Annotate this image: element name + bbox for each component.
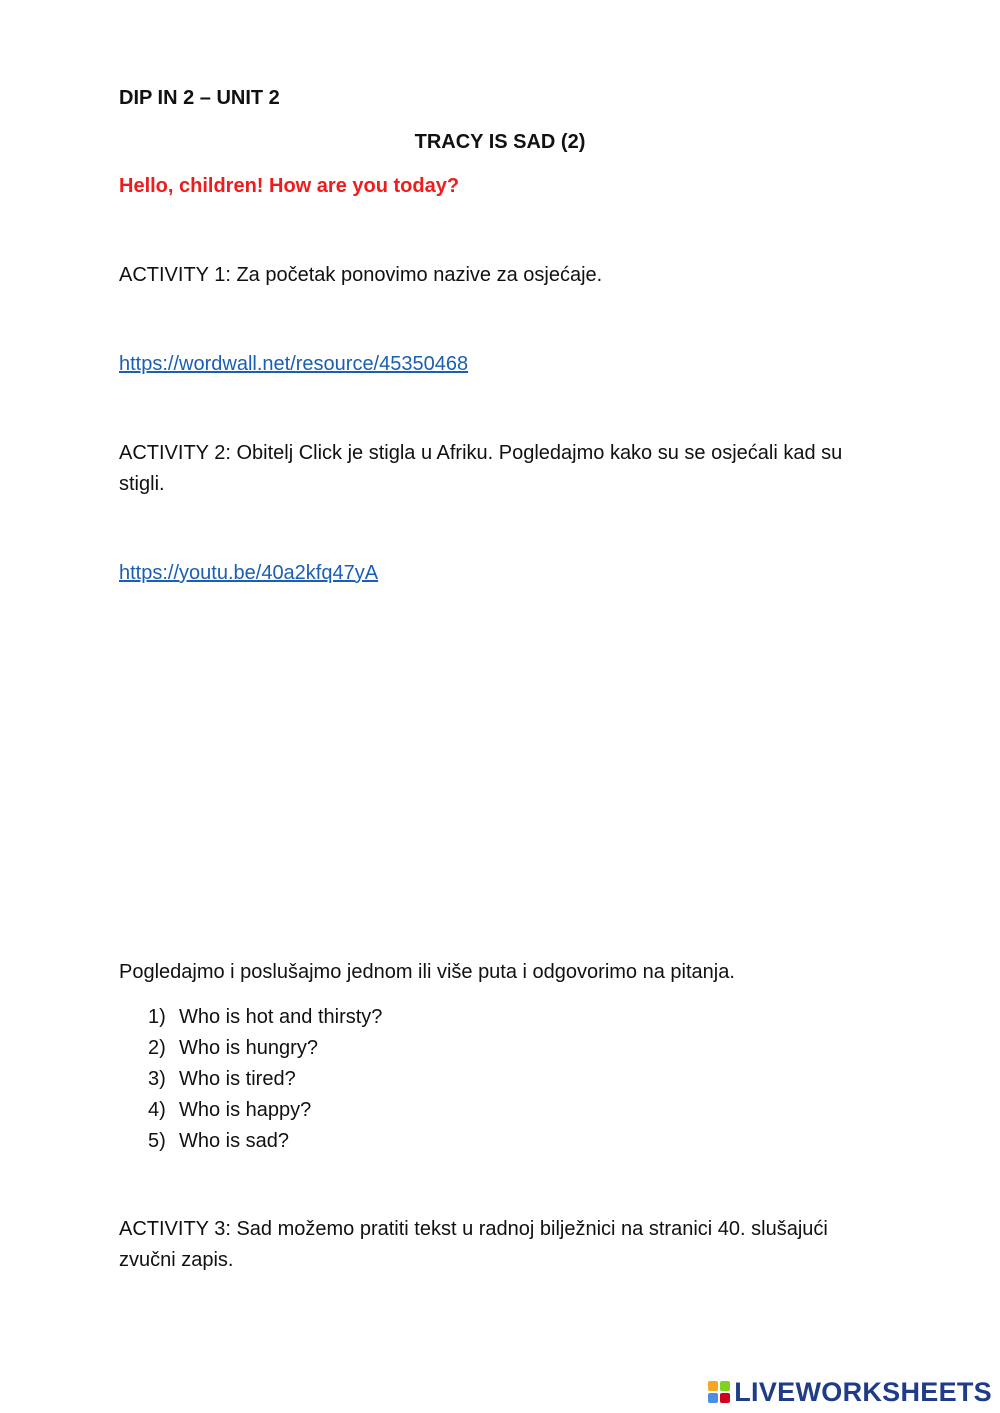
question-number: 4) — [148, 1099, 166, 1121]
question-number: 1) — [148, 1006, 166, 1028]
question-text: Who is hungry? — [179, 1037, 318, 1059]
activity-2-text: ACTIVITY 2: Obitelj Click je stigla u Afriku. Pogledajmo kako su se osjećali kad su stigli. — [119, 442, 843, 495]
liveworksheets-logo-icon — [708, 1381, 730, 1403]
question-number: 5) — [148, 1130, 166, 1152]
question-text: Who is sad? — [179, 1130, 290, 1152]
brand-name: LIVEWORKSHEETS — [734, 1376, 992, 1407]
logo-square — [720, 1393, 730, 1403]
list-item — [148, 1033, 382, 1064]
questions-list — [148, 1002, 382, 1157]
course-heading: DIP IN 2 – UNIT 2 — [119, 87, 280, 109]
question-number: 3) — [148, 1068, 166, 1090]
greeting-text: Hello, children! How are you today? — [119, 175, 460, 197]
list-item — [148, 1126, 382, 1157]
activity-1-text: ACTIVITY 1: Za početak ponovimo nazive za osjećaje. — [119, 264, 603, 286]
question-text: Who is happy? — [179, 1099, 312, 1121]
list-item — [148, 1095, 382, 1126]
question-number: 2) — [148, 1037, 166, 1059]
question-text: Who is hot and thirsty? — [179, 1006, 383, 1028]
page-title: TRACY IS SAD (2) — [414, 131, 586, 153]
logo-square — [708, 1381, 718, 1391]
list-item — [148, 1002, 382, 1033]
wordwall-link[interactable]: https://wordwall.net/resource/45350468 — [119, 353, 469, 375]
logo-square — [720, 1381, 730, 1391]
questions-intro: Pogledajmo i poslušajmo jednom ili više puta i odgovorimo na pitanja. — [119, 961, 735, 983]
list-item — [148, 1064, 382, 1095]
liveworksheets-brand — [708, 1377, 992, 1407]
activity-3-text: ACTIVITY 3: Sad možemo pratiti tekst u radnoj bilježnici na stranici 40. slušajući zvučni zapis. — [119, 1218, 828, 1271]
youtube-link[interactable]: https://youtu.be/40a2kfq47yA — [119, 562, 379, 584]
logo-square — [708, 1393, 718, 1403]
question-text: Who is tired? — [179, 1068, 296, 1090]
